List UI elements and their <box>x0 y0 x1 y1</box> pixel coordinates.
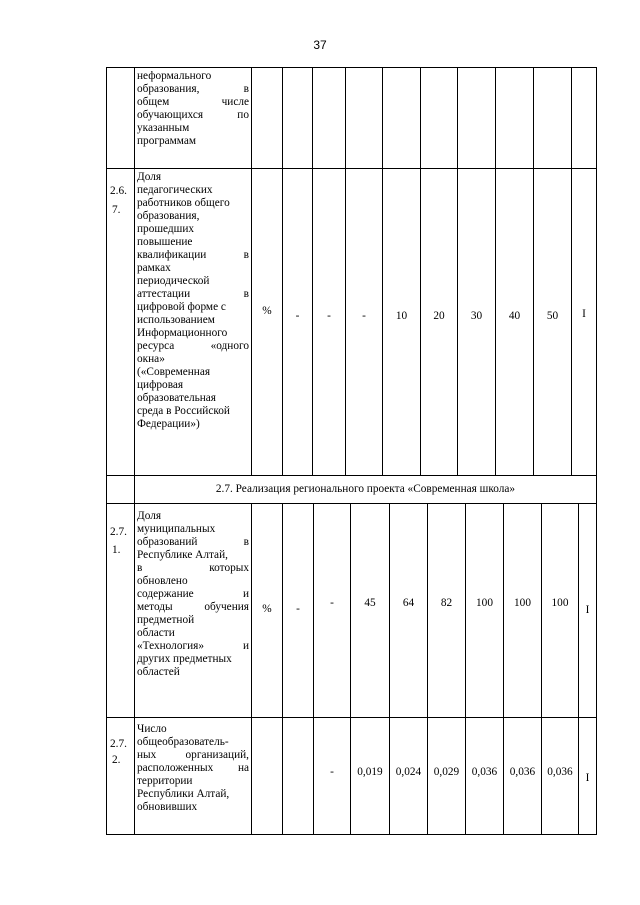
value-cell: 100 <box>551 597 569 609</box>
unit-cell: % <box>262 603 272 615</box>
value-cell: 0,024 <box>395 766 422 778</box>
value-cell: 0,036 <box>547 766 573 778</box>
source-cell: I <box>582 308 586 320</box>
value-cell: 50 <box>546 310 559 322</box>
value-cell: - <box>330 766 334 778</box>
row-number: 2.7. <box>110 738 127 750</box>
row-number: 2.6. <box>110 185 127 197</box>
value-cell: - <box>327 310 331 322</box>
value-cell: 100 <box>476 597 493 609</box>
page-number: 37 <box>313 38 327 52</box>
value-cell: 64 <box>402 597 415 609</box>
value-cell: - <box>296 603 300 615</box>
value-cell: 10 <box>395 310 408 322</box>
source-cell: I <box>585 604 590 616</box>
row-number: 2. <box>112 754 121 766</box>
value-cell: 0,036 <box>509 766 536 778</box>
unit-cell: % <box>262 305 272 317</box>
value-cell: 82 <box>440 597 453 609</box>
value-cell: 0,019 <box>357 766 383 778</box>
value-cell: 0,029 <box>433 766 460 778</box>
row-description: Доля педагогических работников общего образования, прошедших повышение квалификации в рамках периодической аттестации в цифровой форме с использованием Информационного ресурса «одного окна» («Современная цифровая образовательная среда в Российской Федерации») <box>137 171 249 430</box>
value-cell: 30 <box>470 310 483 322</box>
value-cell: - <box>295 310 300 322</box>
value-cell: 40 <box>508 310 521 322</box>
source-cell: I <box>585 772 590 784</box>
value-cell: - <box>362 310 366 322</box>
row-number: 2.7. <box>110 526 127 538</box>
row-number: 1. <box>112 544 121 556</box>
row-description: неформального образования, в общем числе обучающихся по указанным программам <box>137 70 249 147</box>
row-description: Число общеобразователь- ных организаций, расположенных на территории Республики Алтай, обновивших <box>137 723 249 813</box>
value-cell: 100 <box>514 597 531 609</box>
value-cell: 45 <box>364 597 376 609</box>
value-cell: 20 <box>433 310 445 322</box>
value-cell: - <box>330 597 334 609</box>
row-number: 7. <box>112 204 121 216</box>
row-description: Доля муниципальных образований в Республике Алтай, в которых обновлено содержание и методы обучения предметной области «Технология» и других предметных областей <box>137 510 249 678</box>
section-title: 2.7. Реализация регионального проекта «Современная школа» <box>215 483 516 495</box>
value-cell: 0,036 <box>471 766 498 778</box>
